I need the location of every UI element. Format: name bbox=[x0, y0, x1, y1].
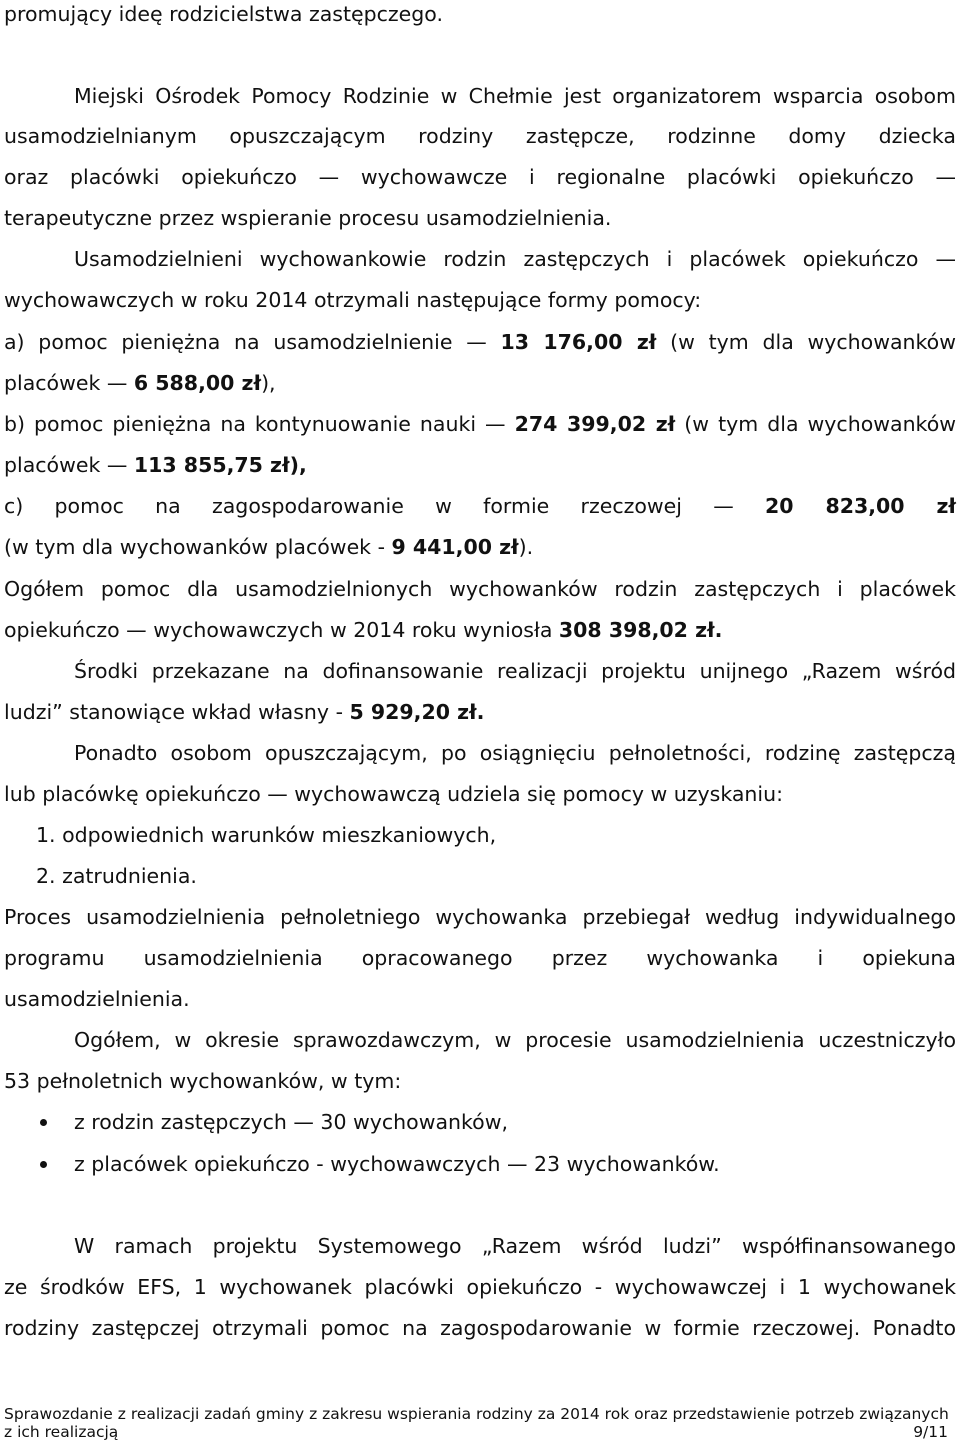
page-number: 9/11 bbox=[913, 1423, 948, 1441]
paragraph-line bbox=[4, 700, 956, 724]
numbered-item: 2. zatrudnienia. bbox=[36, 864, 197, 888]
list-item-a bbox=[4, 330, 956, 354]
list-item-a-cont bbox=[4, 371, 956, 395]
item-text: b) pomoc pieniężna na kontynuowanie nauki — bbox=[4, 412, 515, 436]
paragraph-line: usamodzielnianym opuszczającym rodziny zastępcze, rodzinne domy dziecka bbox=[4, 124, 956, 148]
item-text: ludzi” stanowiące wkład własny - bbox=[4, 700, 350, 724]
item-text: ). bbox=[518, 535, 534, 559]
paragraph-line: terapeutyczne przez wspieranie procesu usamodzielnienia. bbox=[4, 206, 612, 230]
paragraph-line: oraz placówki opiekuńczo — wychowawcze i regionalne placówki opiekuńczo — bbox=[4, 165, 956, 189]
item-text: c) pomoc na zagospodarowanie w formie rzeczowej — bbox=[4, 494, 766, 518]
amount: 9 441,00 zł bbox=[391, 535, 519, 559]
item-text: opiekuńczo — wychowawczych w 2014 roku wyniosła bbox=[4, 618, 559, 642]
item-text: (w tym dla wychowanków bbox=[675, 412, 957, 436]
item-text: placówek — bbox=[4, 453, 134, 477]
paragraph-line bbox=[4, 618, 956, 642]
paragraph-line: Ogółem pomoc dla usamodzielnionych wychowanków rodzin zastępczych i placówek bbox=[4, 577, 956, 601]
amount: 308 398,02 zł. bbox=[558, 618, 723, 642]
amount: 20 823,00 zł bbox=[765, 494, 956, 518]
numbered-item: 1. odpowiednich warunków mieszkaniowych, bbox=[36, 823, 497, 847]
paragraph-line: promujący ideę rodzicielstwa zastępczego. bbox=[4, 2, 443, 26]
paragraph-line: wychowawczych w roku 2014 otrzymali następujące formy pomocy: bbox=[4, 288, 702, 312]
paragraph-line: Ponadto osobom opuszczającym, po osiągnięciu pełnoletności, rodzinę zastępczą bbox=[74, 741, 956, 765]
paragraph-line: lub placówkę opiekuńczo — wychowawczą udziela się pomocy w uzyskaniu: bbox=[4, 782, 784, 806]
bullet-icon bbox=[40, 1119, 47, 1126]
paragraph-line: W ramach projektu Systemowego „Razem wśród ludzi” współfinansowanego bbox=[74, 1234, 956, 1258]
paragraph-line: Miejski Ośrodek Pomocy Rodzinie w Chełmie jest organizatorem wsparcia osobom bbox=[74, 84, 956, 108]
bullet-icon bbox=[40, 1161, 47, 1168]
bullet-item: z placówek opiekuńczo - wychowawczych — 23 wychowanków. bbox=[74, 1152, 720, 1176]
paragraph-line: 53 pełnoletnich wychowanków, w tym: bbox=[4, 1069, 402, 1093]
amount: 5 929,20 zł. bbox=[349, 700, 485, 724]
amount: 113 855,75 zł), bbox=[133, 453, 307, 477]
amount: 13 176,00 zł bbox=[500, 330, 657, 354]
bullet-item: z rodzin zastępczych — 30 wychowanków, bbox=[74, 1110, 508, 1134]
item-text: (w tym dla wychowanków placówek - bbox=[4, 535, 392, 559]
paragraph-line: Ogółem, w okresie sprawozdawczym, w procesie usamodzielnienia uczestniczyło bbox=[74, 1028, 956, 1052]
item-text: ), bbox=[261, 371, 276, 395]
paragraph-line: Proces usamodzielnienia pełnoletniego wychowanka przebiegał według indywidualnego bbox=[4, 905, 956, 929]
amount: 274 399,02 zł bbox=[514, 412, 676, 436]
item-text: (w tym dla wychowanków bbox=[656, 330, 956, 354]
paragraph-line: Środki przekazane na dofinansowanie realizacji projektu unijnego „Razem wśród bbox=[74, 659, 956, 683]
amount: 6 588,00 zł bbox=[133, 371, 262, 395]
list-item-c bbox=[4, 494, 956, 518]
list-item-b-cont bbox=[4, 453, 956, 477]
paragraph-line: Usamodzielnieni wychowankowie rodzin zastępczych i placówek opiekuńczo — bbox=[74, 247, 956, 271]
paragraph-line: ze środków EFS, 1 wychowanek placówki opiekuńczo - wychowawczej i 1 wychowanek bbox=[4, 1275, 956, 1299]
list-item-b bbox=[4, 412, 956, 436]
paragraph-line: programu usamodzielnienia opracowanego przez wychowanka i opiekuna bbox=[4, 946, 956, 970]
footer-text: Sprawozdanie z realizacji zadań gminy z zakresu wspierania rodziny za 2014 rok oraz przedstawienie potrzeb związanych bbox=[4, 1405, 949, 1423]
paragraph-line: rodziny zastępczej otrzymali pomoc na zagospodarowanie w formie rzeczowej. Ponadto bbox=[4, 1316, 956, 1340]
list-item-c-cont bbox=[4, 535, 956, 559]
footer-text: z ich realizacją bbox=[4, 1423, 119, 1441]
item-text: placówek — bbox=[4, 371, 134, 395]
item-text: a) pomoc pieniężna na usamodzielnienie — bbox=[4, 330, 501, 354]
paragraph-line: usamodzielnienia. bbox=[4, 987, 190, 1011]
